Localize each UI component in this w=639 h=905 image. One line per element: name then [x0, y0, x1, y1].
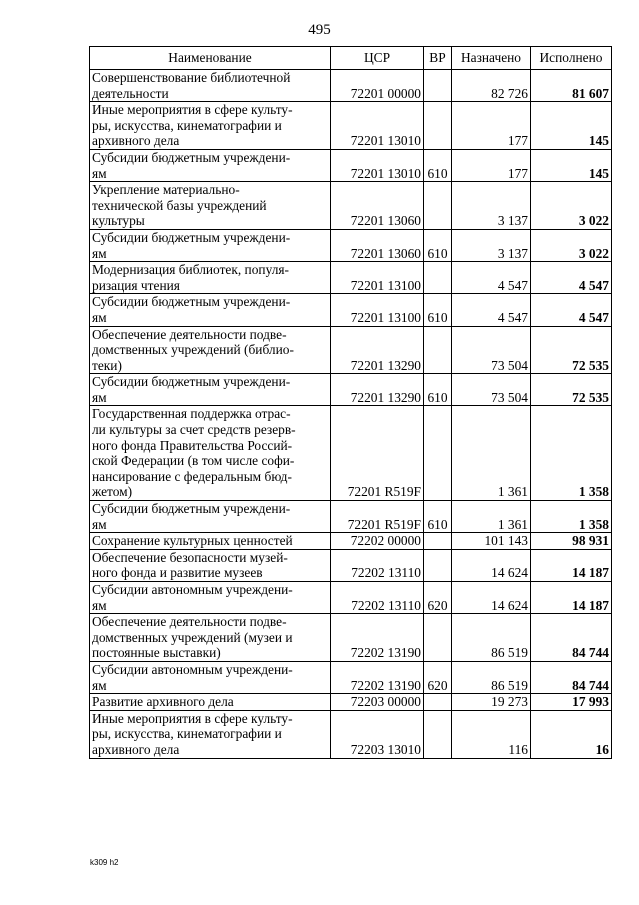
row-csr: 72202 13110: [331, 582, 424, 614]
budget-table: [89, 46, 612, 759]
row-assigned: 1 361: [452, 501, 531, 533]
table-row: [90, 294, 612, 326]
row-vr: 610: [424, 229, 452, 261]
row-executed: 72 535: [531, 326, 612, 374]
row-name: Иные мероприятия в сфере культу- ры, искусства, кинематографии и архивного дела: [90, 710, 331, 758]
row-csr: 72201 13100: [331, 294, 424, 326]
row-executed: 84 744: [531, 661, 612, 693]
table-row: [90, 549, 612, 581]
row-executed: 98 931: [531, 533, 612, 550]
header-name: Наименование: [90, 47, 331, 70]
row-vr: [424, 406, 452, 501]
row-executed: 16: [531, 710, 612, 758]
row-csr: 72201 13290: [331, 374, 424, 406]
row-executed: 1 358: [531, 406, 612, 501]
row-name: Иные мероприятия в сфере культу- ры, искусства, кинематографии и архивного дела: [90, 102, 331, 150]
table-row: [90, 694, 612, 711]
row-vr: [424, 262, 452, 294]
table-row: [90, 710, 612, 758]
row-csr: 72202 13190: [331, 661, 424, 693]
row-assigned: 19 273: [452, 694, 531, 711]
row-executed: 84 744: [531, 614, 612, 662]
row-assigned: 3 137: [452, 229, 531, 261]
row-executed: 17 993: [531, 694, 612, 711]
row-name: Субсидии бюджетным учреждени- ям: [90, 501, 331, 533]
row-vr: [424, 326, 452, 374]
row-vr: [424, 549, 452, 581]
table-row: [90, 533, 612, 550]
row-assigned: 3 137: [452, 182, 531, 230]
row-vr: 610: [424, 294, 452, 326]
row-name: Субсидии бюджетным учреждени- ям: [90, 149, 331, 181]
table-row: [90, 262, 612, 294]
row-vr: 610: [424, 149, 452, 181]
row-vr: [424, 533, 452, 550]
row-executed: 14 187: [531, 582, 612, 614]
row-executed: 1 358: [531, 501, 612, 533]
row-assigned: 86 519: [452, 614, 531, 662]
row-name: Совершенствование библиотечной деятельности: [90, 70, 331, 102]
row-vr: [424, 102, 452, 150]
row-vr: [424, 694, 452, 711]
row-executed: 4 547: [531, 262, 612, 294]
row-executed: 4 547: [531, 294, 612, 326]
row-csr: 72201 13060: [331, 229, 424, 261]
row-executed: 14 187: [531, 549, 612, 581]
row-executed: 72 535: [531, 374, 612, 406]
row-name: Обеспечение безопасности музей- ного фонда и развитие музеев: [90, 549, 331, 581]
row-csr: 72201 00000: [331, 70, 424, 102]
row-vr: [424, 614, 452, 662]
table-row: [90, 182, 612, 230]
row-assigned: 14 624: [452, 549, 531, 581]
row-assigned: 73 504: [452, 374, 531, 406]
row-csr: 72201 R519F: [331, 406, 424, 501]
row-assigned: 82 726: [452, 70, 531, 102]
row-vr: 610: [424, 374, 452, 406]
row-csr: 72201 13060: [331, 182, 424, 230]
row-assigned: 4 547: [452, 262, 531, 294]
row-name: Субсидии бюджетным учреждени- ям: [90, 374, 331, 406]
table-header-row: [90, 47, 612, 70]
header-vr: ВР: [424, 47, 452, 70]
row-vr: 610: [424, 501, 452, 533]
row-vr: 620: [424, 582, 452, 614]
row-name: Субсидии бюджетным учреждени- ям: [90, 229, 331, 261]
row-name: Укрепление материально- технической базы учреждений культуры: [90, 182, 331, 230]
page-number: 495: [308, 22, 331, 38]
row-csr: 72203 00000: [331, 694, 424, 711]
table-row: [90, 149, 612, 181]
row-csr: 72201 13290: [331, 326, 424, 374]
row-csr: 72202 00000: [331, 533, 424, 550]
row-assigned: 177: [452, 102, 531, 150]
row-assigned: 177: [452, 149, 531, 181]
row-executed: 81 607: [531, 70, 612, 102]
row-name: Модернизация библиотек, популя- ризация чтения: [90, 262, 331, 294]
table-row: [90, 582, 612, 614]
table-row: [90, 614, 612, 662]
row-name: Субсидии бюджетным учреждени- ям: [90, 294, 331, 326]
row-csr: 72202 13110: [331, 549, 424, 581]
footer-code: k309 h2: [90, 858, 119, 867]
row-assigned: 14 624: [452, 582, 531, 614]
row-vr: 620: [424, 661, 452, 693]
row-executed: 145: [531, 149, 612, 181]
header-csr: ЦСР: [331, 47, 424, 70]
table-row: [90, 661, 612, 693]
table-row: [90, 229, 612, 261]
table-row: [90, 374, 612, 406]
row-name: Государственная поддержка отрас- ли культуры за счет средств резерв- ного фонда Правительства Россий- ской Федерации (в том числе софи- нансирование с федеральным бюд- жетом): [90, 406, 331, 501]
row-csr: 72201 13010: [331, 102, 424, 150]
row-name: Развитие архивного дела: [90, 694, 331, 711]
table-row: [90, 501, 612, 533]
table-row: [90, 70, 612, 102]
table-row: [90, 406, 612, 501]
table-row: [90, 102, 612, 150]
header-assigned: Назначено: [452, 47, 531, 70]
row-assigned: 101 143: [452, 533, 531, 550]
row-assigned: 4 547: [452, 294, 531, 326]
row-csr: 72201 13010: [331, 149, 424, 181]
table-row: [90, 326, 612, 374]
row-vr: [424, 710, 452, 758]
row-name: Обеспечение деятельности подве- домственных учреждений (библио- теки): [90, 326, 331, 374]
row-vr: [424, 182, 452, 230]
row-assigned: 86 519: [452, 661, 531, 693]
row-executed: 3 022: [531, 182, 612, 230]
row-assigned: 73 504: [452, 326, 531, 374]
row-executed: 3 022: [531, 229, 612, 261]
row-name: Субсидии автономным учреждени- ям: [90, 661, 331, 693]
table-body: [90, 70, 612, 759]
row-csr: 72202 13190: [331, 614, 424, 662]
row-vr: [424, 70, 452, 102]
row-name: Субсидии автономным учреждени- ям: [90, 582, 331, 614]
row-csr: 72201 R519F: [331, 501, 424, 533]
header-executed: Исполнено: [531, 47, 612, 70]
row-csr: 72201 13100: [331, 262, 424, 294]
row-executed: 145: [531, 102, 612, 150]
row-name: Сохранение культурных ценностей: [90, 533, 331, 550]
row-name: Обеспечение деятельности подве- домственных учреждений (музеи и постоянные выставки): [90, 614, 331, 662]
row-csr: 72203 13010: [331, 710, 424, 758]
row-assigned: 1 361: [452, 406, 531, 501]
row-assigned: 116: [452, 710, 531, 758]
